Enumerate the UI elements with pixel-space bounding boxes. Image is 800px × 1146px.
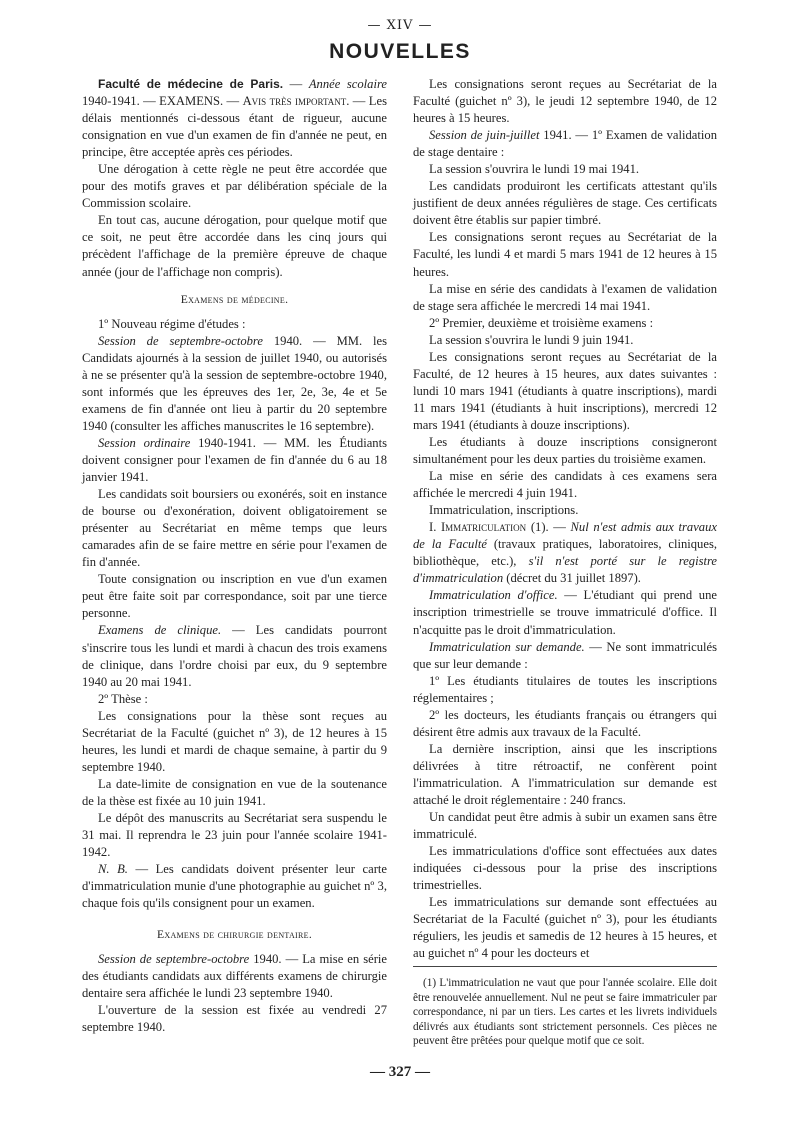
paragraph: Les étudiants à douze inscriptions consigneront simultanément pour les deux parties du troisième examen. — [413, 434, 717, 467]
paragraph: Immatriculation sur demande. — Ne sont immatriculés que sur leur demande : — [413, 639, 717, 671]
paragraph: 2º Thèse : — [98, 691, 148, 706]
left-column — [82, 76, 387, 1037]
paragraph: La dernière inscription, ainsi que les inscriptions délivrées à titre rétroactif, ne confèrent point l'immatriculation. A l'immatriculation sur demande est attaché le droit réglementaire : 240 francs. — [413, 741, 717, 807]
faculty-heading: Faculté de médecine de Paris. — [98, 77, 284, 91]
page-header-roman: — XIV — — [367, 18, 433, 33]
footnote-text: (1) L'immatriculation ne vaut que pour l'année scolaire. Elle doit être renouvelée annuellement. Nul ne peut se faire immatriculer par correspondance, ni par un tiers. Les cartes et les livrets individuels délivrés aux étudiants sont strictement personnels. Ces pièces ne peuvent être prêtées pour quelque motif que ce soit. — [413, 977, 717, 1047]
paragraph: N. B. — Les candidats doivent présenter leur carte d'immatriculation munie d'une photographie au guichet nº 3, chaque fois qu'ils consignent pour un examen. — [82, 862, 387, 911]
paragraph: Session ordinaire 1940-1941. — MM. les Étudiants doivent consigner pour l'examen de fin d'année du 6 au 18 janvier 1941. — [82, 435, 387, 485]
paragraph: Les candidats produiront les certificats attestant qu'ils justifient de deux années régulières de stage. Ces certificats doivent être établis sur papier timbré. — [413, 179, 717, 228]
paragraph: Immatriculation, inscriptions. — [429, 503, 579, 518]
paragraph: Le dépôt des manuscrits au Secrétariat sera suspendu le 31 mai. Il reprendra le 23 juin pour l'année scolaire 1941-1942. — [82, 810, 387, 860]
paragraph: 2º les docteurs, les étudiants français ou étrangers qui désirent être admis aux travaux de la Faculté. — [413, 707, 717, 739]
footnote — [413, 976, 717, 1049]
subheading-dentaire: Examens de chirurgie dentaire. — [156, 928, 313, 942]
paragraph: Les consignations pour la thèse sont reçues au Secrétariat de la Faculté (guichet nº 3), de 12 heures à 15 heures, les lundi et mardi de chaque semaine, à partir du 9 septembre 1940. — [82, 708, 387, 774]
paragraph: Un candidat peut être admis à subir un examen sans être immatriculé. — [413, 810, 717, 842]
page-number: — 327 — — [370, 1064, 430, 1080]
right-column — [413, 76, 717, 962]
paragraph: Toute consignation ou inscription en vue d'un examen peut être faite soit par correspondance, soit par une tierce personne. — [82, 572, 387, 621]
paragraph: Examens de clinique. — Les candidats pourront s'inscrire tous les lundi et mardi à chacun des trois examens de clinique, dans l'ordre choisi par eux, du 9 septembre 1940 au 20 mai 1941. — [82, 623, 387, 689]
paragraph: 1º Nouveau régime d'études : — [98, 316, 246, 331]
paragraph: Les candidats soit boursiers ou exonérés, soit en instance de bourse ou d'exonération, doivent obligatoirement se présenter au Secrétariat en même temps que leurs camarades afin de se faire mettre en série pour l'examen de fin d'année. — [82, 487, 387, 570]
paragraph: 1º Les étudiants titulaires de toutes les inscriptions réglementaires ; — [413, 673, 717, 705]
paragraph: Les consignations seront reçues au Secrétariat de la Faculté, les lundi 4 et mardi 5 mars 1941 de 12 heures à 15 heures. — [413, 230, 717, 279]
footnote-divider — [413, 966, 717, 967]
paragraph: La date-limite de consignation en vue de la soutenance de la thèse est fixée au 10 juin 1941. — [82, 776, 387, 808]
paragraph: Les consignations seront reçues au Secrétariat de la Faculté (guichet nº 3), le jeudi 12 septembre 1940, de 12 heures à 15 heures. — [413, 77, 717, 126]
paragraph: Une dérogation à cette règle ne peut être accordée que pour des motifs graves et par délibération spéciale de la Commission scolaire. — [82, 162, 387, 211]
paragraph: L'ouverture de la session est fixée au vendredi 27 septembre 1940. — [82, 1003, 387, 1035]
paragraph: Les consignations seront reçues au Secrétariat de la Faculté, de 12 heures à 15 heures, aux dates suivantes : lundi 10 mars 1941 (étudiants à quatre inscriptions), mardi 11 mars 1941 (étudiants à huit inscriptions), mercredi 12 mars 1941 (étudiants à douze inscriptions). — [413, 349, 717, 432]
paragraph: La session s'ouvrira le lundi 9 juin 1941. — [429, 332, 634, 347]
paragraph: Les immatriculations sur demande sont effectuées au Secrétariat de la Faculté (guichet nº 3), pour les étudiants réguliers, les jeudis et samedis de 12 heures à 15 heures, et au guichet nº 4 pour les docteurs et — [413, 895, 717, 961]
paragraph: La mise en série des candidats à l'examen de validation de stage sera affichée le mercredi 14 mai 1941. — [413, 281, 717, 313]
paragraph: La session s'ouvrira le lundi 19 mai 1941. — [429, 162, 640, 177]
subheading-medecine: Examens de médecine. — [180, 292, 289, 306]
paragraph: En tout cas, aucune dérogation, pour quelque motif que ce soit, ne peut être accordée dans les cinq jours qui précèdent l'affichage de la première épreuve de chaque année (jour de l'affichage non compris). — [82, 213, 387, 279]
paragraph: I. Immatriculation (1). — Nul n'est admis aux travaux de la Faculté (travaux pratiques, laboratoires, cliniques, bibliothèque, etc.), s'il n'est porté sur le registre d'immatriculation (décret du 31 juillet 1897). — [413, 520, 718, 586]
paragraph: Faculté de médecine de Paris. — Année scolaire 1940-1941. — EXAMENS. — Avis très important. — Les délais mentionnés ci-dessous étant de rigueur, aucune consignation en vue d'un examen de fin d'année ne peut, en principe, être acceptée après ces périodes. — [82, 77, 388, 160]
paragraph: Immatriculation d'office. — L'étudiant qui prend une inscription trimestrielle se trouve immatriculé d'office. Il n'acquitte pas le droit d'immatriculation. — [413, 588, 717, 637]
paragraph: Session de septembre-octobre 1940. — La mise en série des étudiants candidats aux différents examens de chirurgie dentaire sera affichée le lundi 23 septembre 1940. — [82, 952, 387, 1001]
paragraph: Les immatriculations d'office sont effectuées aux dates indiquées ci-dessous pour la prise des inscriptions trimestrielles. — [413, 844, 717, 893]
section-title: NOUVELLES — [329, 40, 471, 63]
paragraph: 2º Premier, deuxième et troisième examens : — [429, 315, 654, 330]
paragraph: Session de juin-juillet 1941. — 1º Examen de validation de stage dentaire : — [413, 128, 717, 160]
paragraph: La mise en série des candidats à ces examens sera affichée le mercredi 4 juin 1941. — [413, 469, 717, 501]
paragraph: Session de septembre-octobre 1940. — MM. les Candidats ajournés à la session de juillet 1940, ou autorisés à ne se présenter qu'à la session de septembre-octobre 1940, sont informés que les épreuves des 1er, 2e, 3e, 4e et 5e examens de fin d'année ont lieu à partir du 20 septembre 1940 (consulter les affiches manuscrites le 16 septembre). — [82, 333, 387, 433]
